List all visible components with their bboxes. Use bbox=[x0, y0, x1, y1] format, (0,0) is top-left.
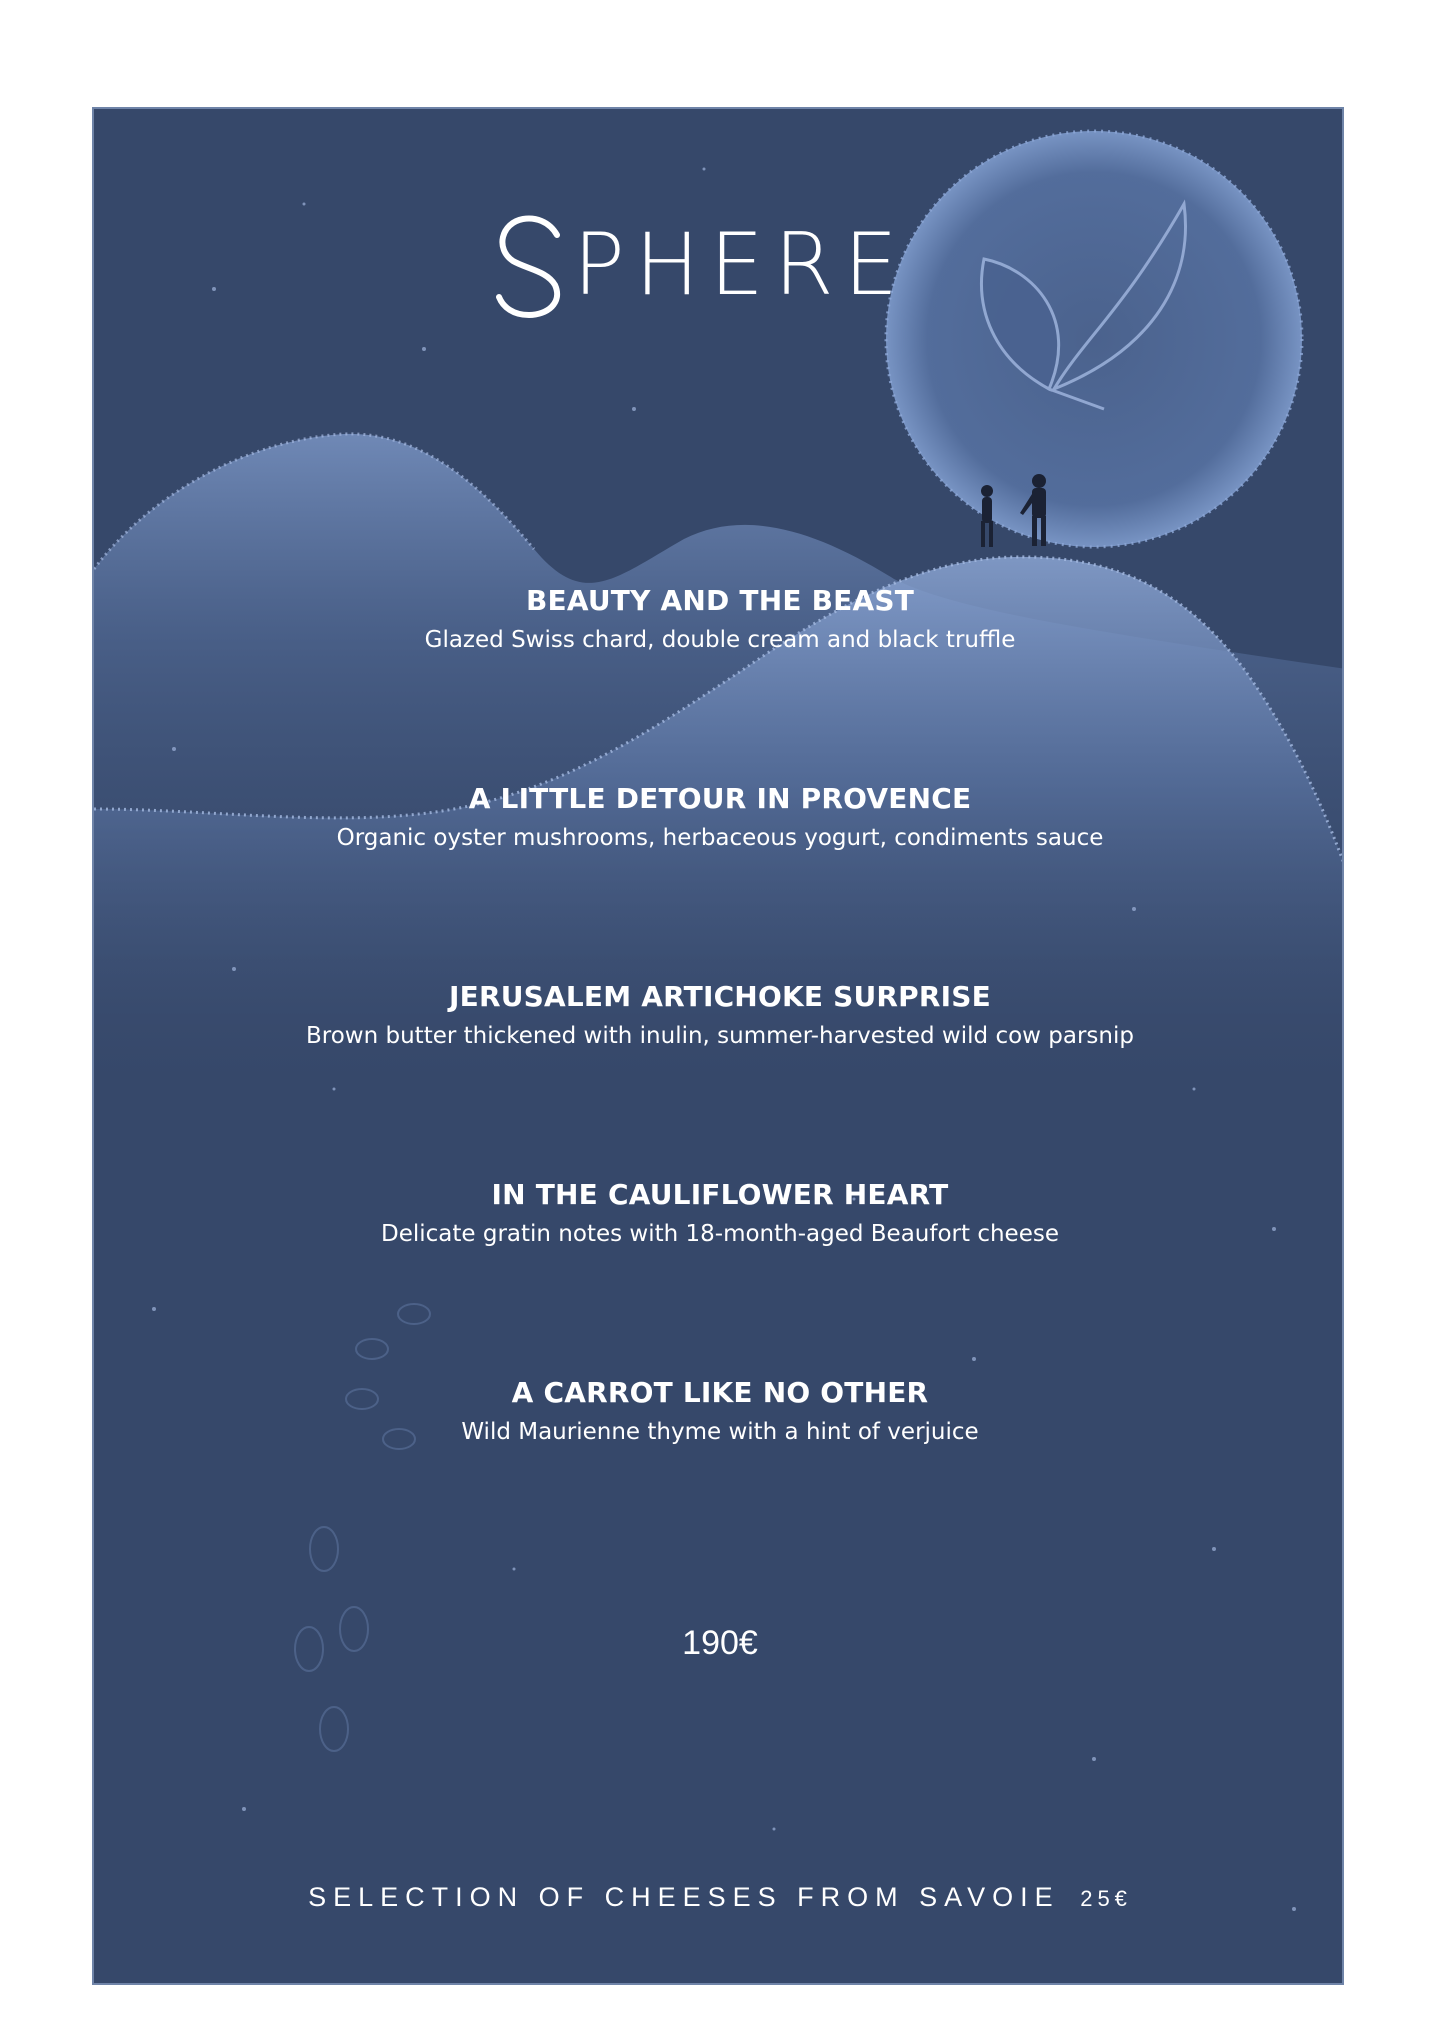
cheese-selection bbox=[94, 1877, 1344, 1919]
moon-illustration bbox=[886, 131, 1302, 547]
course-title: A CARROT LIKE NO OTHER bbox=[511, 1376, 929, 1409]
course-title: JERUSALEM ARTICHOKE SURPRISE bbox=[449, 980, 991, 1013]
course-description: Wild Maurienne thyme with a hint of verjuice bbox=[461, 1419, 979, 1445]
brand-logo bbox=[487, 211, 947, 321]
course-title: A LITTLE DETOUR IN PROVENCE bbox=[468, 782, 972, 815]
course-description: Organic oyster mushrooms, herbaceous yogurt, condiments sauce bbox=[336, 825, 1104, 851]
course-title: BEAUTY AND THE BEAST bbox=[525, 584, 915, 617]
course-2 bbox=[94, 779, 1344, 857]
menu-price: 190€ bbox=[682, 1624, 758, 1662]
brand-name: PHERE bbox=[573, 215, 908, 315]
menu-card bbox=[92, 107, 1344, 1985]
course-description: Brown butter thickened with inulin, summer-harvested wild cow parsnip bbox=[306, 1023, 1134, 1049]
course-title: IN THE CAULIFLOWER HEART bbox=[491, 1178, 949, 1211]
s-logo-icon bbox=[487, 211, 571, 321]
cheese-label: SELECTION OF CHEESES FROM SAVOIE bbox=[308, 1882, 1060, 1912]
course-3 bbox=[94, 977, 1344, 1055]
course-5 bbox=[94, 1373, 1344, 1451]
course-description: Delicate gratin notes with 18-month-aged Beaufort cheese bbox=[380, 1221, 1059, 1247]
course-description: Glazed Swiss chard, double cream and black truffle bbox=[424, 627, 1016, 653]
course-1 bbox=[94, 581, 1344, 659]
cheese-price: 25€ bbox=[1080, 1886, 1132, 1911]
course-4 bbox=[94, 1175, 1344, 1253]
footprints-illustration bbox=[295, 1304, 430, 1751]
